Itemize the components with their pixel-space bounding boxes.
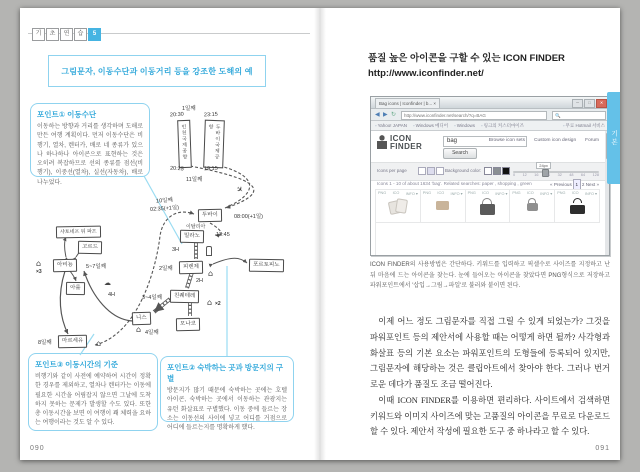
day-end-label: 11일째	[186, 177, 203, 183]
iconfinder-logo-text: ICON FINDER	[390, 134, 423, 151]
page-number-right: 091	[595, 445, 610, 452]
marseille-day: 8일째	[38, 340, 52, 346]
back-icon[interactable]: ◀	[375, 112, 380, 118]
briefcase-icon	[570, 198, 585, 214]
header-number: 5	[88, 28, 101, 41]
house-icon: ⌂	[208, 269, 214, 278]
node-arles: 아를	[66, 282, 85, 295]
size-slider[interactable]	[513, 165, 599, 178]
node-airport-dubai: 두바이국제공항	[203, 120, 225, 169]
node-airport-incheon: 인천국제공항	[177, 120, 192, 168]
nice-day: 4일째	[145, 330, 159, 336]
ico-link[interactable]: ICO	[437, 191, 445, 195]
node-dubai: 두바이	[198, 209, 222, 222]
node-nice: 니스	[132, 312, 151, 325]
chapter-tab: 기본	[607, 92, 620, 184]
links-bar-item[interactable]: ▫ Yahoo! JAPAN	[375, 123, 407, 128]
results-bar	[371, 179, 609, 189]
house-icon: ⌂	[96, 339, 102, 348]
avignon-day: 5~7일째	[86, 264, 106, 270]
browser-search-field[interactable]: 🔍	[552, 111, 606, 120]
day-start-label: 1일째	[182, 106, 196, 112]
rail2-time: 2H	[196, 278, 204, 284]
browser-addressbar	[371, 109, 609, 121]
ico-link[interactable]: ICO	[571, 191, 579, 195]
house-icon: ⌂	[36, 259, 42, 268]
header-char: 습	[74, 28, 87, 41]
time-label: 20:30	[169, 111, 184, 119]
links-bar-item[interactable]: ▫ 링크의 커스터마이즈	[481, 123, 524, 129]
browser-titlebar	[371, 97, 609, 109]
return-day: 10일째	[155, 197, 174, 205]
time-label: 23:15	[203, 111, 218, 119]
landmark-icon	[206, 246, 212, 256]
nav-custom-icon-design[interactable]: Custom icon design	[534, 138, 577, 143]
close-button[interactable]: ✕	[596, 99, 607, 108]
minimize-button[interactable]: ─	[572, 99, 583, 108]
url-field[interactable]: http://www.iconfinder.net/search/?q=BAG	[401, 111, 547, 120]
body-paragraph-2: 이때 ICON FINDER를 이용하면 편리하다. 사이트에서 검색하면 키워드와 이미지 사이즈에 맞는 고품질의 아이콘을 무료로 다운로드할 수 있다. 제안서 작성에 필요한 도구 중 하나라고 할 수 있다.	[370, 395, 610, 437]
cinqueterre-day: 3~4일째	[142, 295, 162, 301]
icons-per-page-label: Icons per page	[377, 168, 407, 173]
page-right	[320, 8, 620, 460]
point1-body: 이동하는 방향과 거리를 생각하며 도해로 만든 여행 계획이다. 먼저 이동수단은 비행기, 열차, 렌터카, 배로 네 종류가 있으나 하나하나 아이콘으로 표현하는 것은 오히려 복잡하므로 선의 종류를 점선(비행기), 이중선(열차), 실선(자동차), 배로 나누었다.	[37, 124, 143, 186]
node-florence: 피렌체	[179, 261, 203, 274]
drive-time: 4H	[108, 292, 116, 298]
node-cinqueterre: 친퀘테레	[170, 290, 199, 303]
plane-icon: ✈	[234, 184, 246, 196]
browser-tab[interactable]: Bag icons | Iconfinder | b... ×	[375, 98, 440, 108]
iconfinder-logo	[377, 135, 422, 151]
node-gordes: 고르드	[78, 241, 102, 254]
links-bar	[371, 121, 609, 131]
paper-bags-icon	[389, 198, 407, 214]
info-link[interactable]: INFO ▾	[540, 192, 553, 196]
search-button[interactable]: Search	[443, 148, 477, 159]
pagination-page-1[interactable]: 1	[573, 179, 581, 191]
ico-link[interactable]: ICO	[527, 191, 534, 195]
browser-screenshot	[370, 96, 610, 256]
info-link[interactable]: INFO ▾	[584, 192, 597, 196]
dubai-time: 08:00(+1일)	[234, 214, 264, 220]
site-content	[371, 131, 609, 256]
refresh-icon[interactable]: ↻	[391, 112, 397, 118]
body-paragraph-1: 이제 어느 정도 그림문자를 직접 그릴 수 있게 되었는가? 그것을 파워포인트 등의 제안서에 사용할 때는 어떻게 하면 될까? 사각형과 화살표 등의 기본 요소는 파워포인트의 도형들에 등록되어 있지만, 그림문자에 해당하는 것은 클립아트에서 찾아야 한다. 그러나 번거로운 데다가 품질도 조금 떨어진다.	[370, 317, 610, 389]
ico-link[interactable]: ICO	[482, 191, 489, 195]
house-icon: ⌂	[207, 298, 213, 307]
point2-body: 방문지가 많기 때문에 숙박하는 곳에는 호텔 아이콘, 숙박하는 곳에서 이동하는 관광지는 유턴 화살표로 구별했다. 이동 중에 들르는 장소는 이동선의 사이에 넣고 어디를 거점으로 어디에 들르는지를 명확하게 했다.	[167, 388, 287, 432]
example-title: 그림문자, 이동수단과 이동거리 등을 강조한 도해의 예	[61, 67, 253, 76]
png-link[interactable]: PNG	[422, 191, 432, 195]
links-bar-item-right[interactable]: ▫ 무료 Hotmail 서비스	[563, 123, 605, 129]
view-toggle-buttons[interactable]	[417, 167, 444, 175]
cloud-icon: ☁	[104, 279, 111, 287]
node-portofino: 포르토피노	[249, 259, 284, 272]
links-bar-item[interactable]: ▫ Windows	[454, 123, 475, 128]
icon-cell[interactable]	[555, 190, 600, 223]
time-label: 19:15	[203, 165, 218, 173]
point3-body: 비행기와 같이 사전에 예약하여 시간이 정확한 경우를 제외하고, 열차나 렌터카는 이동에 필요한 시간을 어림잡지 않으면 그날에 도착하지 못하는 문제가 발생할 수도 있다. 또한 총 이동시간을 보면 이 여행이 꽤 체력을 요하는 여행이라는 것도 알 수 있다.	[35, 374, 151, 427]
icon-cell[interactable]	[421, 190, 466, 223]
page-number-left: 090	[30, 445, 45, 452]
node-milano: 밀라노	[180, 230, 204, 243]
node-monaco: 모나코	[176, 318, 200, 331]
milano-time: 13:45	[216, 232, 230, 238]
ico-link[interactable]: ICO	[392, 191, 400, 195]
info-link[interactable]: INFO ▾	[405, 192, 418, 196]
time-label: 20:25	[169, 165, 184, 173]
section-heading-line1: 품질 높은 아이콘을 구할 수 있는 ICON FINDER	[368, 53, 565, 64]
background-color-swatches[interactable]	[483, 167, 510, 175]
body-text	[370, 314, 610, 440]
png-link[interactable]: PNG	[557, 191, 566, 195]
stay-count: ×2	[215, 301, 221, 307]
pagination-page-2[interactable]: 2	[581, 182, 585, 187]
site-nav	[489, 138, 599, 143]
nav-forum[interactable]: Forum	[585, 138, 599, 143]
pagination-next[interactable]: Next »	[585, 182, 599, 187]
icon-cell[interactable]	[510, 190, 555, 223]
section-heading-url: http://www.iconfinder.net/	[368, 67, 484, 79]
florence-day: 2일째	[159, 266, 173, 272]
point3-title: 포인트③ 이동시간의 기준	[35, 360, 118, 369]
screenshot-caption: ICON FINDER의 사용방법은 간단하다. 키워드를 입력하고 픽셀수로 사이즈를 지정하고 난 뒤 마음에 드는 아이콘을 찾는다. 눈에 들어오는 아이콘을 찾았다면 PNG형식으로 저장하고 파워포인트에서 '삽입→그림→파일'로 불러와 붙이면 된다.	[370, 262, 610, 289]
png-link[interactable]: PNG	[512, 191, 521, 195]
point2-title: 포인트② 숙박하는 곳과 방문지의 구별	[167, 363, 284, 383]
handbag-icon	[527, 198, 538, 211]
slider-ticks: 0 12 16 24 32 48 64 128	[513, 173, 599, 177]
icon-grid	[375, 189, 600, 256]
pagination-previous[interactable]: « Previous	[550, 182, 572, 187]
forward-icon[interactable]: ▶	[383, 112, 388, 118]
info-link[interactable]: INFO ▾	[450, 192, 463, 196]
header-char: 연	[60, 28, 73, 41]
box-bag-icon	[436, 198, 449, 210]
rail1-time: 3H	[172, 247, 180, 253]
book-spread	[20, 8, 620, 460]
maximize-button[interactable]: □	[584, 99, 595, 108]
png-link[interactable]: PNG	[467, 191, 476, 195]
node-chateauneuf: 샤토네프 뒤 파프	[56, 226, 101, 239]
icon-cell[interactable]	[466, 190, 511, 223]
rail-florence-cinqueterre	[187, 272, 192, 288]
point1-title: 포인트① 이동수단	[37, 110, 97, 119]
header-char: 초	[46, 28, 59, 41]
slider-value: 24px	[536, 162, 551, 169]
icon-cell[interactable]	[376, 190, 421, 223]
house-icon: ⌂	[136, 325, 142, 334]
nav-browse-icon-sets[interactable]: Browse icon sets	[488, 138, 525, 143]
window-buttons	[572, 99, 607, 108]
results-summary: Icons 1 - 10 of about 1634 'bag'. Related searches: paper , shopping , green	[377, 181, 532, 186]
stay-count: ×3	[36, 269, 42, 275]
shopping-bag-icon	[480, 198, 495, 215]
info-link[interactable]: INFO ▾	[495, 192, 508, 196]
node-avignon: 아비뇽	[53, 259, 77, 272]
section-heading	[368, 52, 608, 81]
iconfinder-logo-figure-icon	[377, 135, 387, 151]
return-time: 02:35(+1일)	[149, 204, 180, 214]
page-left	[20, 8, 320, 460]
country-label: 이탈리아	[186, 224, 206, 230]
png-link[interactable]: PNG	[378, 191, 387, 195]
header-char: 기	[32, 28, 45, 41]
node-marseille: 마르세유	[58, 335, 87, 348]
background-color-label: Background color:	[445, 168, 482, 173]
links-bar-item[interactable]: ▫ Windows 메디어	[413, 123, 448, 129]
